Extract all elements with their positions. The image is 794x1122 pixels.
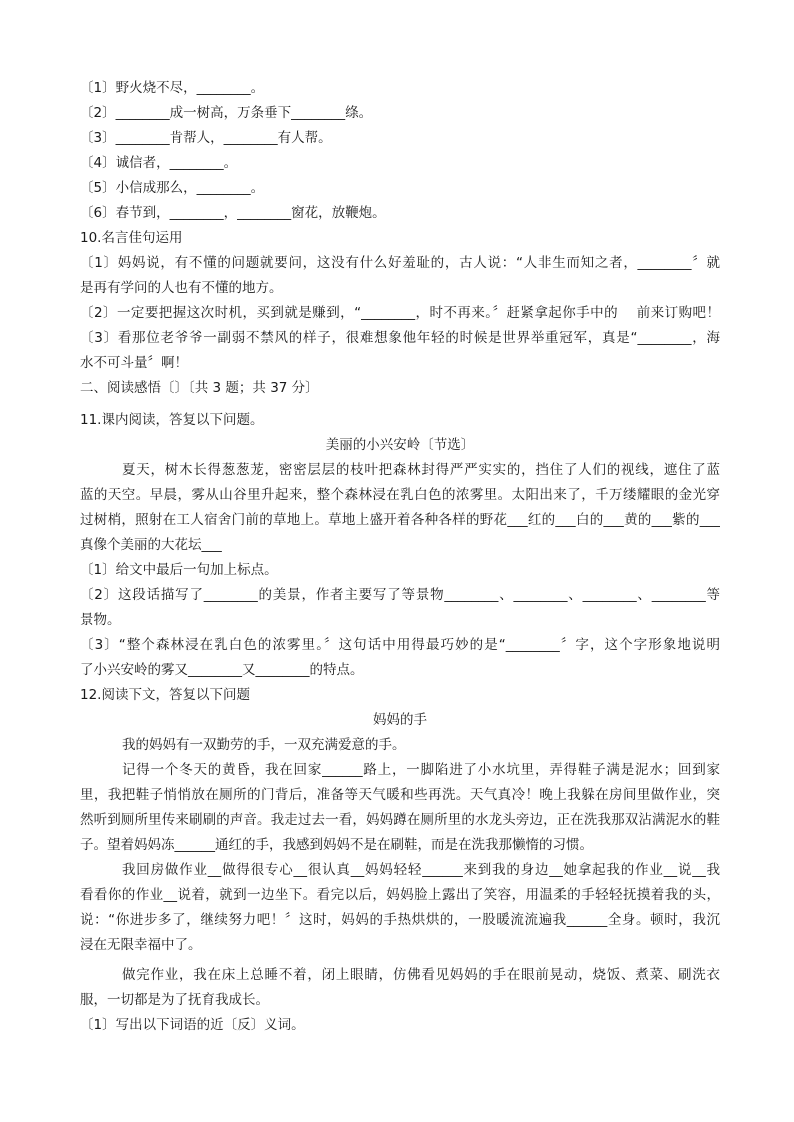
q11-question: 了小兴安岭的雾又________又________的特点。 xyxy=(80,662,364,678)
q11-question: 景物。 xyxy=(80,612,121,628)
q12-passage-line: 服，一切都是为了抚育我成长。 xyxy=(80,992,269,1008)
q10-line: 〔3〕看那位老爷爷一副弱不禁风的样子，很难想象他年轻的时候是世界举重冠军，真是“________，海 xyxy=(80,330,720,346)
q10-line: 是再有学问的人也有不懂的地方。 xyxy=(80,280,283,296)
q11-question: 〔3〕“整个森林浸在乳白色的浓雾里。〞这句话中用得最巧妙的是“________〞字，这个字形象地说明 xyxy=(80,637,720,653)
q11-question: 〔1〕给文中最后一句加上标点。 xyxy=(80,562,278,578)
q9-item-3: 〔3〕________肯帮人，________有人帮。 xyxy=(80,130,332,146)
q12-passage-line: 做完作业，我在床上总睡不着，闭上眼睛，仿佛看见妈妈的手在眼前晃动，烧饭、煮菜、刷洗衣 xyxy=(122,967,720,983)
q10-line: 〔1〕妈妈说，有不懂的问题就要问，这没有什么好羞耻的，古人说：“人非生而知之者，________〞就 xyxy=(80,255,720,271)
q9-item-5: 〔5〕小信成那么，________。 xyxy=(80,180,265,196)
q11-passage-line: 真像个美丽的大花坛___ xyxy=(80,537,222,553)
q12-passage-line: 我的妈妈有一双勤劳的手，一双充满爱意的手。 xyxy=(122,737,406,753)
q12-passage-line: 里，我把鞋子悄悄放在厕所的门背后，准备等天气暖和些再洗。天气真冷！晚上我躲在房间里做作业，突 xyxy=(80,787,720,803)
q12-passage-line: 记得一个冬天的黄昏，我在回家______路上，一脚陷进了小水坑里，弄得鞋子满是泥水；回到家 xyxy=(122,762,720,778)
q9-item-6: 〔6〕春节到，________，________窗花，放鞭炮。 xyxy=(80,205,386,221)
section-heading: 二、阅读感悟〔〕〔共 3 题；共 37 分〕 xyxy=(80,380,319,396)
q12-heading: 12.阅读下文，答复以下问题 xyxy=(80,687,250,703)
q10-heading: 10.名言佳句运用 xyxy=(80,230,183,246)
q10-line: 水不可斗量〞啊！ xyxy=(80,355,188,371)
q11-passage-line: 蓝的天空。早晨，雾从山谷里升起来，整个森林浸在乳白色的浓雾里。太阳出来了，千万缕耀眼的金光穿 xyxy=(80,487,720,503)
q12-passage-line: 我回房做作业__做得很专心__很认真__妈妈轻轻______来到我的身边__她拿起我的作业__说__我 xyxy=(122,862,720,878)
q12-question: 〔1〕写出以下词语的近〔反〕义词。 xyxy=(80,1017,305,1033)
q9-item-4: 〔4〕诚信者，________。 xyxy=(80,155,238,171)
q12-passage-line: 然听到厕所里传来刷刷的声音。我走过去一看，妈妈蹲在厕所里的水龙头旁边，正在洗我那双沾满泥水的鞋 xyxy=(80,812,720,828)
q12-passage-title: 妈妈的手 xyxy=(373,712,427,728)
q12-passage-line: 子。望着妈妈冻______通红的手，我感到妈妈不是在刷鞋，而是在洗我那懒惰的习惯。 xyxy=(80,837,593,853)
q10-line: 〔2〕一定要把握这次时机，买到就是赚到，“________，时不再来。〞赶紧拿起你手中的 前来订购吧！ xyxy=(80,305,720,321)
q12-passage-line: 说：“你进步多了，继续努力吧！〞这时，妈妈的手热烘烘的，一股暖流流遍我______全身。顿时，我沉 xyxy=(80,912,720,928)
q11-passage-line: 过树梢，照射在工人宿舍门前的草地上。草地上盛开着各种各样的野花___红的___白的___黄的___紫的___ xyxy=(80,512,720,528)
q11-question: 〔2〕这段话描写了________的美景，作者主要写了等景物________、________、________、________等 xyxy=(80,587,720,603)
q9-item-2: 〔2〕________成一树高，万条垂下________绦。 xyxy=(80,105,373,121)
q11-passage-line: 夏天，树木长得葱葱茏，密密层层的枝叶把森林封得严严实实的，挡住了人们的视线，遮住了蓝 xyxy=(122,462,720,478)
q12-passage-line: 浸在无限幸福中了。 xyxy=(80,937,202,953)
q9-item-1: 〔1〕野火烧不尽，________。 xyxy=(80,80,265,96)
q11-passage-title: 美丽的小兴安岭〔节选〕 xyxy=(325,437,475,453)
q12-passage-line: 看看你的作业__说着，就到一边坐下。看完以后，妈妈脸上露出了笑容，用温柔的手轻轻抚摸着我的头， xyxy=(80,887,720,903)
q11-heading: 11.课内阅读，答复以下问题。 xyxy=(80,412,264,428)
